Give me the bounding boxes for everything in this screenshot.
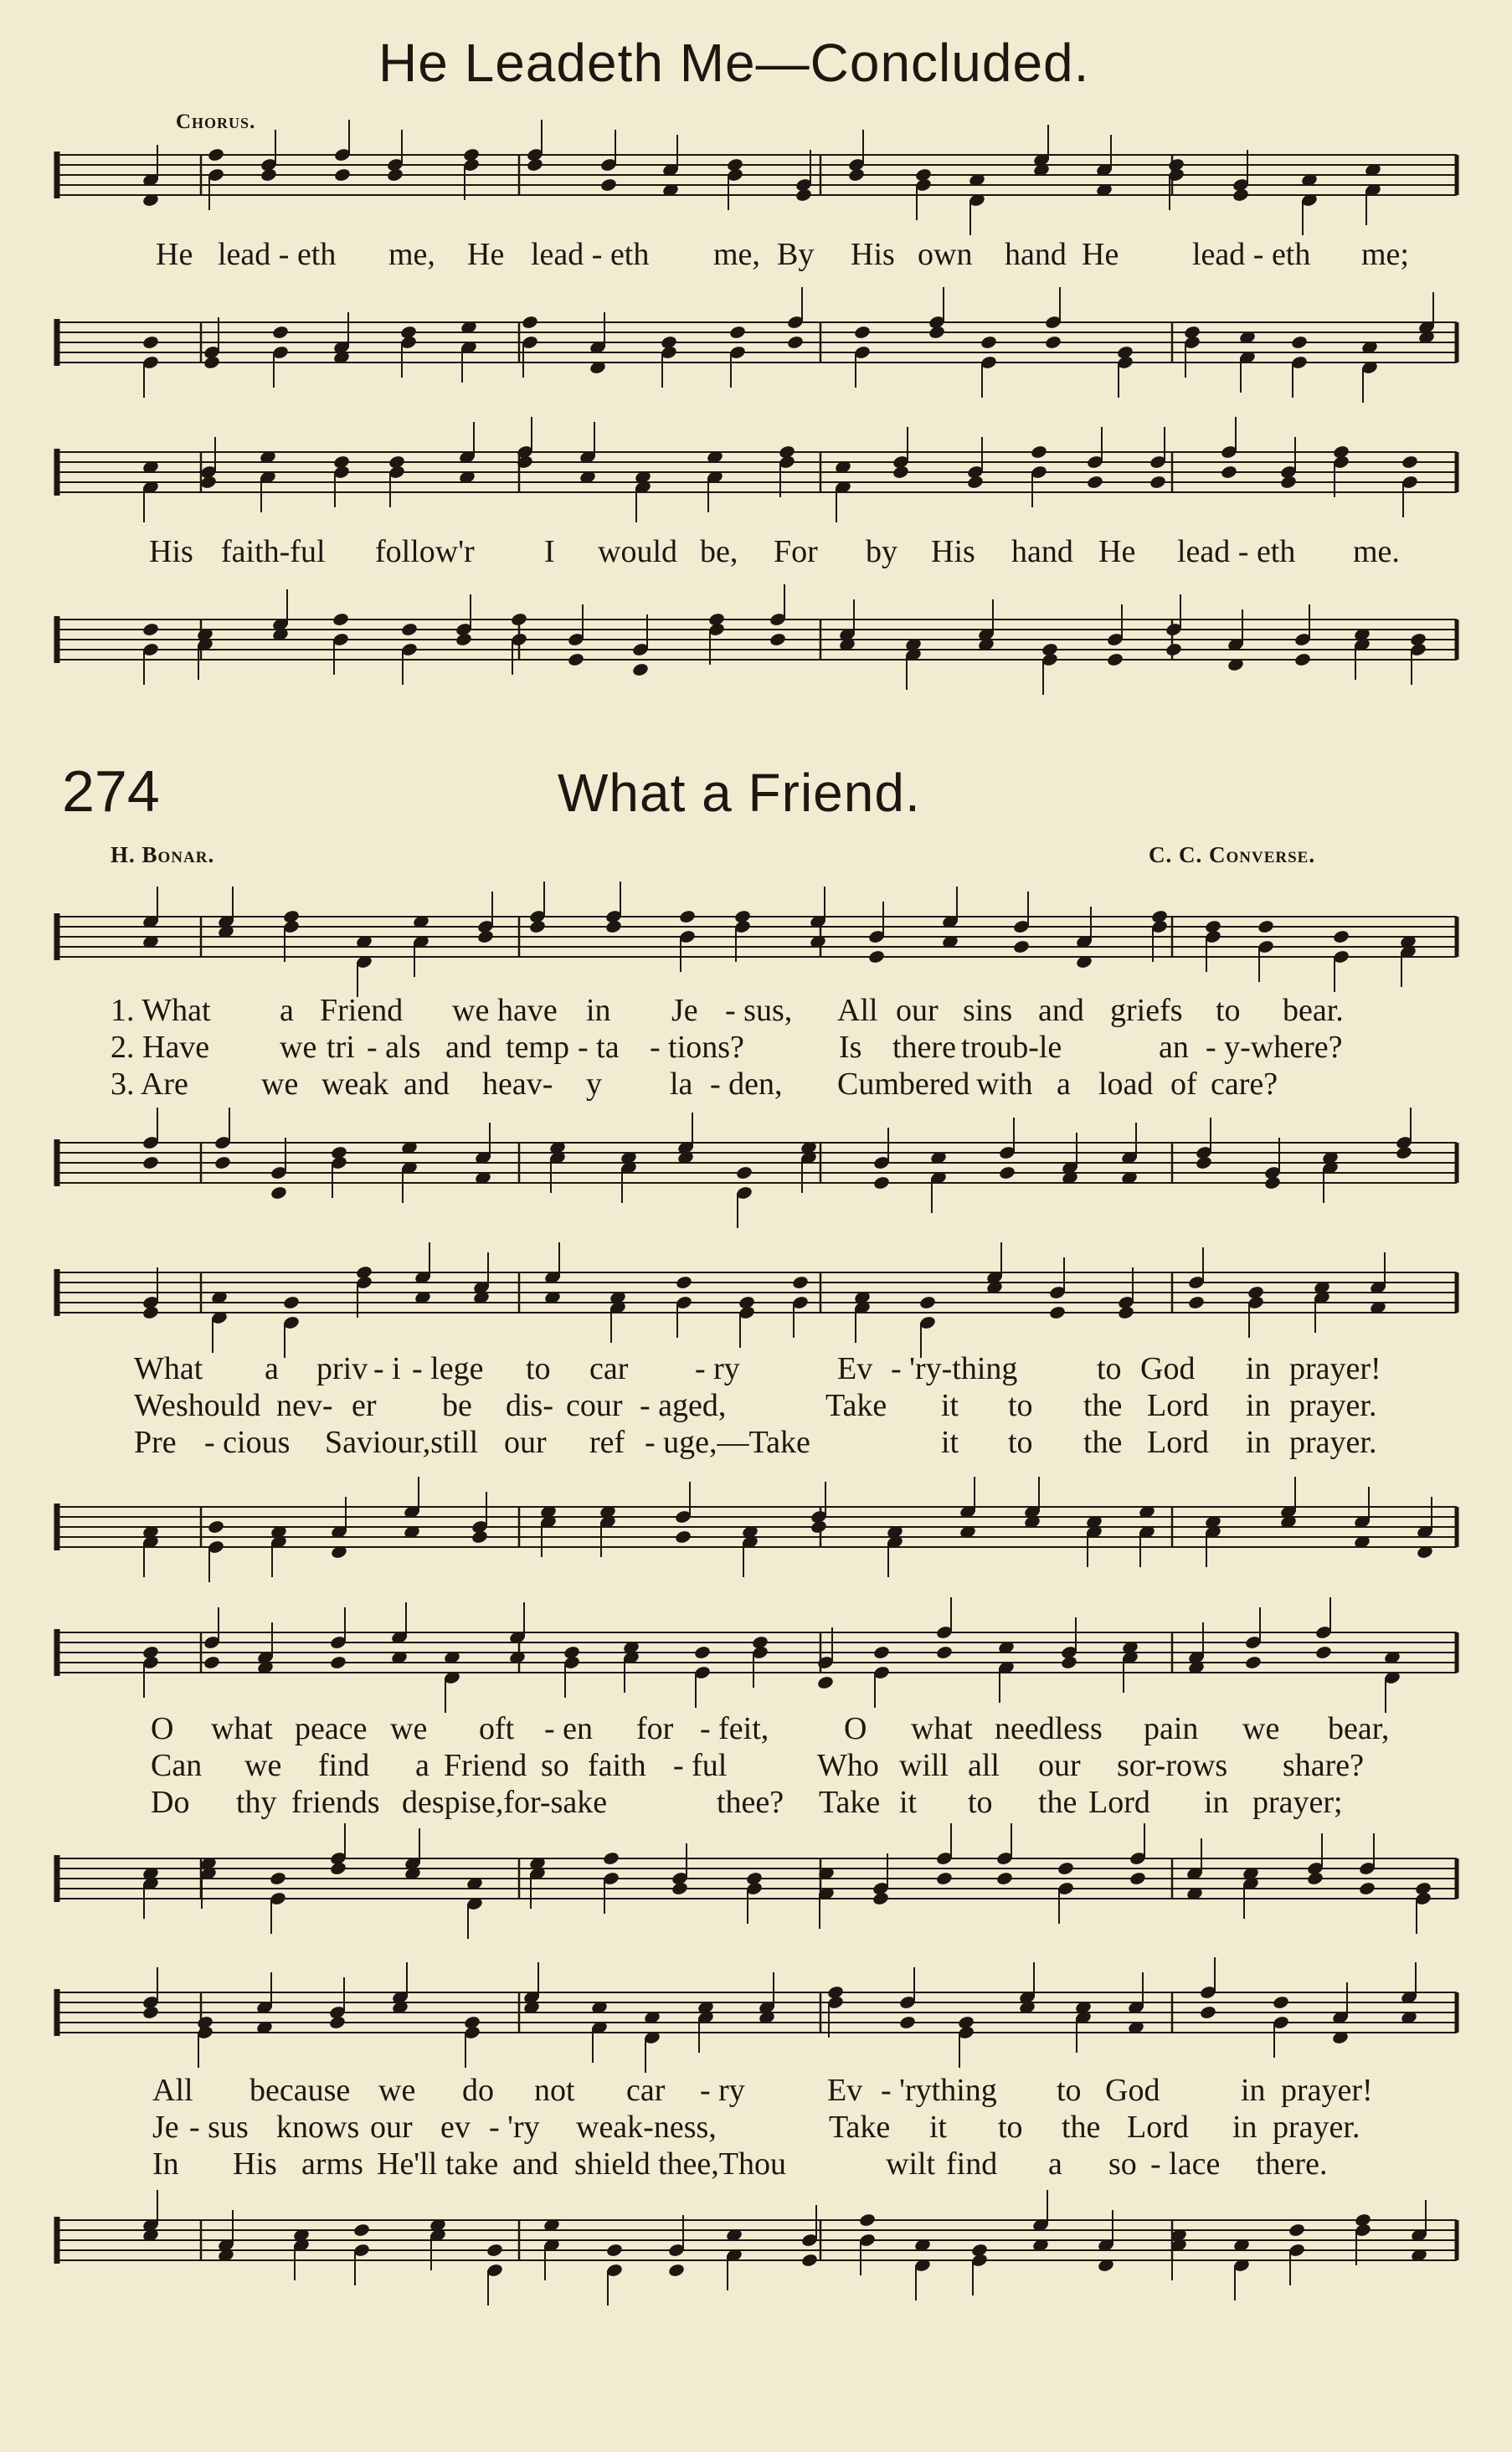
syllable: in <box>1246 1425 1271 1460</box>
syllable: weak <box>321 1067 389 1102</box>
syllable: He'll <box>377 2146 438 2182</box>
syllable: our <box>504 1425 547 1460</box>
syllable: knows <box>276 2110 360 2145</box>
syllable: our <box>370 2110 413 2145</box>
hymn-author: H. Bonar. <box>111 842 215 867</box>
syllable: weak-ness, <box>576 2110 717 2145</box>
syllable: me, <box>388 237 435 272</box>
syllable: In <box>152 2146 179 2182</box>
syllable: - lace <box>1150 2146 1221 2182</box>
syllable: ev <box>440 2110 471 2145</box>
syllable: a <box>415 1748 429 1783</box>
syllable: to <box>1097 1351 1122 1386</box>
syllable: 2. Have <box>111 1030 210 1065</box>
hymn-treble-staff-a <box>50 900 1457 975</box>
syllable: priv <box>316 1351 368 1386</box>
syllable: load <box>1098 1067 1154 1102</box>
syllable: Take <box>819 1785 881 1820</box>
syllable: friends <box>291 1785 380 1820</box>
syllable: we <box>452 993 490 1028</box>
syllable: and <box>512 2146 558 2182</box>
syllable: Je <box>152 2110 179 2145</box>
syllable: Can <box>151 1748 203 1783</box>
syllable: and <box>1038 993 1084 1028</box>
syllable: find <box>946 2146 998 2182</box>
syllable: - y-where? <box>1206 1030 1343 1065</box>
syllable: - sus <box>189 2110 249 2145</box>
syllable: Take <box>829 2110 891 2145</box>
syllable: follow'r <box>375 534 475 569</box>
syllable: car <box>626 2073 666 2108</box>
syllable: to <box>998 2110 1023 2145</box>
syllable: prayer! <box>1289 1351 1381 1386</box>
syllable: needless <box>995 1711 1103 1746</box>
syllable: in <box>1204 1785 1229 1820</box>
hymn-number: 274 <box>62 758 160 824</box>
syllable: heav- <box>482 1067 553 1102</box>
syllable: the <box>1062 2110 1101 2145</box>
syllable: to <box>968 1785 993 1820</box>
syllable: be, <box>700 534 738 569</box>
syllable: y <box>586 1067 602 1102</box>
syllable: - 'rything <box>881 2073 997 2108</box>
syllable: a <box>265 1351 279 1386</box>
syllable: we <box>390 1711 428 1746</box>
syllable: what <box>911 1711 973 1746</box>
syllable: He <box>156 237 193 272</box>
syllable: the <box>1083 1388 1123 1423</box>
syllable: to <box>1008 1425 1033 1460</box>
syllable: we <box>244 1748 282 1783</box>
syllable: the <box>1038 1785 1077 1820</box>
chorus-bass-staff-1 <box>50 306 1457 381</box>
chorus-bass-staff-2 <box>50 603 1457 678</box>
syllable: it <box>941 1388 959 1423</box>
syllable: - 'ry <box>489 2110 540 2145</box>
syllable: it <box>899 1785 918 1820</box>
syllable: Take <box>825 1388 887 1423</box>
syllable: to <box>526 1351 551 1386</box>
syllable: despise,for-sake <box>402 1785 608 1820</box>
syllable: thee,Thou <box>658 2146 787 2182</box>
syllable: it <box>929 2110 948 2145</box>
syllable: Lord <box>1088 1785 1150 1820</box>
chorus-treble-staff-1 <box>50 138 1457 213</box>
syllable: shield <box>574 2146 651 2182</box>
syllable: prayer. <box>1289 1388 1377 1423</box>
syllable: Lord <box>1147 1425 1209 1460</box>
syllable: nev- <box>276 1388 333 1423</box>
syllable: lead - eth <box>218 237 337 272</box>
syllable: cour <box>566 1388 623 1423</box>
syllable: We <box>134 1388 176 1423</box>
syllable: Who <box>817 1748 879 1783</box>
hymn-bass-staff-c <box>50 1842 1457 1917</box>
syllable: for <box>636 1711 674 1746</box>
syllable: troub-le <box>961 1030 1062 1065</box>
syllable: He <box>467 237 505 272</box>
continued-hymn-title: He Leadeth Me—Concluded. <box>378 33 1090 93</box>
syllable: of <box>1170 1067 1197 1102</box>
syllable: O <box>151 1711 174 1746</box>
syllable: Is <box>839 1030 862 1065</box>
syllable: Friend <box>444 1748 527 1783</box>
hymn-composer: C. C. Converse. <box>1149 842 1316 867</box>
chorus-treble-staff-2 <box>50 435 1457 511</box>
syllable: do <box>462 2073 494 2108</box>
syllable: not <box>534 2073 575 2108</box>
syllable: a <box>1057 1067 1071 1102</box>
syllable: temp <box>506 1030 569 1065</box>
syllable: Saviour,still <box>325 1425 479 1460</box>
syllable: our <box>896 993 939 1028</box>
syllable: - den, <box>710 1067 783 1102</box>
syllable: what <box>211 1711 273 1746</box>
syllable: we <box>280 1030 317 1065</box>
syllable: there. <box>1256 2146 1328 2182</box>
syllable: an <box>1159 1030 1189 1065</box>
syllable: dis- <box>506 1388 553 1423</box>
syllable: in <box>1246 1388 1271 1423</box>
hymn-bass-staff-a <box>50 1126 1457 1201</box>
syllable: ref <box>589 1425 625 1460</box>
syllable: faith <box>588 1748 646 1783</box>
syllable: our <box>1038 1748 1081 1783</box>
syllable: we <box>1242 1711 1280 1746</box>
syllable: a <box>280 993 294 1028</box>
syllable: and <box>404 1067 450 1102</box>
hymn-treble-staff-b <box>50 1256 1457 1331</box>
syllable: it <box>941 1425 959 1460</box>
syllable: bear, <box>1328 1711 1390 1746</box>
syllable: bear. <box>1283 993 1344 1028</box>
syllable: lead - eth <box>1177 534 1296 569</box>
syllable: pain <box>1144 1711 1199 1746</box>
syllable: in <box>1241 2073 1266 2108</box>
hymn-bass-staff-b <box>50 1490 1457 1565</box>
syllable: should <box>176 1388 261 1423</box>
syllable: there <box>892 1030 956 1065</box>
syllable: - feit, <box>700 1711 769 1746</box>
syllable: Ev <box>837 1351 873 1386</box>
syllable: His <box>851 237 895 272</box>
syllable: - cious <box>204 1425 291 1460</box>
syllable: lead - eth <box>531 237 650 272</box>
syllable: Pre <box>134 1425 177 1460</box>
syllable: because <box>249 2073 351 2108</box>
syllable: share? <box>1283 1748 1365 1783</box>
syllable: What <box>134 1351 203 1386</box>
syllable: faith-ful <box>221 534 326 569</box>
syllable: prayer; <box>1252 1785 1343 1820</box>
syllable: find <box>318 1748 370 1783</box>
syllable: peace <box>295 1711 368 1746</box>
syllable: oft <box>479 1711 515 1746</box>
hymn-treble-staff-d <box>50 1976 1457 2051</box>
syllable: God <box>1105 2073 1160 2108</box>
syllable: wilt <box>886 2146 936 2182</box>
syllable: O <box>844 1711 867 1746</box>
syllable: Friend <box>320 993 404 1028</box>
syllable: have <box>497 993 558 1028</box>
syllable: arms <box>301 2146 363 2182</box>
syllable: His <box>149 534 193 569</box>
syllable: in <box>1232 2110 1257 2145</box>
syllable: me. <box>1353 534 1400 569</box>
syllable: so <box>1108 2146 1137 2182</box>
syllable: to <box>1216 993 1241 1028</box>
syllable: All <box>837 993 878 1028</box>
syllable: thee? <box>717 1785 784 1820</box>
syllable: with <box>976 1067 1033 1102</box>
syllable: He <box>1082 237 1119 272</box>
syllable: - als <box>367 1030 421 1065</box>
syllable: to <box>1057 2073 1082 2108</box>
syllable: lead - eth <box>1192 237 1311 272</box>
syllable: - aged, <box>640 1388 727 1423</box>
syllable: to <box>1008 1388 1033 1423</box>
syllable: will <box>899 1748 949 1783</box>
syllable: Do <box>151 1785 190 1820</box>
syllable: - lege <box>412 1351 484 1386</box>
syllable: car <box>589 1351 629 1386</box>
hymn-treble-staff-c <box>50 1616 1457 1691</box>
syllable: His <box>931 534 975 569</box>
syllable: sins <box>963 993 1013 1028</box>
syllable: All <box>152 2073 193 2108</box>
syllable: - 'ry-thing <box>891 1351 1018 1386</box>
syllable: in <box>1246 1351 1271 1386</box>
syllable: in <box>586 993 611 1028</box>
syllable: care? <box>1211 1067 1278 1102</box>
syllable: the <box>1083 1425 1123 1460</box>
syllable: 1. What <box>111 993 211 1028</box>
syllable: I <box>544 534 555 569</box>
syllable: la <box>670 1067 693 1102</box>
syllable: - sus, <box>725 993 793 1028</box>
syllable: we <box>378 2073 416 2108</box>
syllable: He <box>1098 534 1136 569</box>
syllable: Je <box>671 993 698 1028</box>
syllable: tri <box>327 1030 355 1065</box>
syllable: - tions? <box>650 1030 744 1065</box>
syllable: be <box>442 1388 472 1423</box>
syllable: own <box>918 237 973 272</box>
syllable: - en <box>544 1711 594 1746</box>
syllable: - ful <box>673 1748 728 1783</box>
syllable: hand <box>1005 237 1067 272</box>
syllable: Lord <box>1147 1388 1209 1423</box>
syllable: prayer! <box>1281 2073 1373 2108</box>
syllable: thy <box>236 1785 277 1820</box>
syllable: we <box>261 1067 299 1102</box>
syllable: griefs <box>1110 993 1183 1028</box>
syllable: - ry <box>700 2073 745 2108</box>
syllable: by <box>866 534 897 569</box>
syllable: er <box>352 1388 377 1423</box>
syllable: sor-rows <box>1117 1748 1228 1783</box>
syllable: prayer. <box>1289 1425 1377 1460</box>
syllable: Cumbered <box>837 1067 970 1102</box>
syllable: a <box>1048 2146 1062 2182</box>
hymn-bass-staff-d <box>50 2203 1457 2279</box>
syllable: For <box>774 534 818 569</box>
syllable: take <box>445 2146 499 2182</box>
syllable: Ev <box>827 2073 863 2108</box>
syllable: His <box>233 2146 277 2182</box>
syllable: so <box>541 1748 569 1783</box>
syllable: God <box>1140 1351 1196 1386</box>
syllable: and <box>445 1030 491 1065</box>
syllable: me; <box>1361 237 1409 272</box>
syllable: By <box>777 237 815 272</box>
syllable: - i <box>373 1351 401 1386</box>
syllable: Lord <box>1127 2110 1189 2145</box>
syllable: 3. Are <box>111 1067 188 1102</box>
syllable: would <box>598 534 677 569</box>
syllable: me, <box>713 237 760 272</box>
syllable: hand <box>1011 534 1073 569</box>
chorus-label: Chorus. <box>176 111 256 133</box>
syllable: prayer. <box>1273 2110 1360 2145</box>
syllable: - ry <box>695 1351 740 1386</box>
syllable: - uge,—Take <box>645 1425 810 1460</box>
hymn-title: What a Friend. <box>558 763 921 823</box>
syllable: - ta <box>578 1030 620 1065</box>
syllable: all <box>968 1748 1000 1783</box>
